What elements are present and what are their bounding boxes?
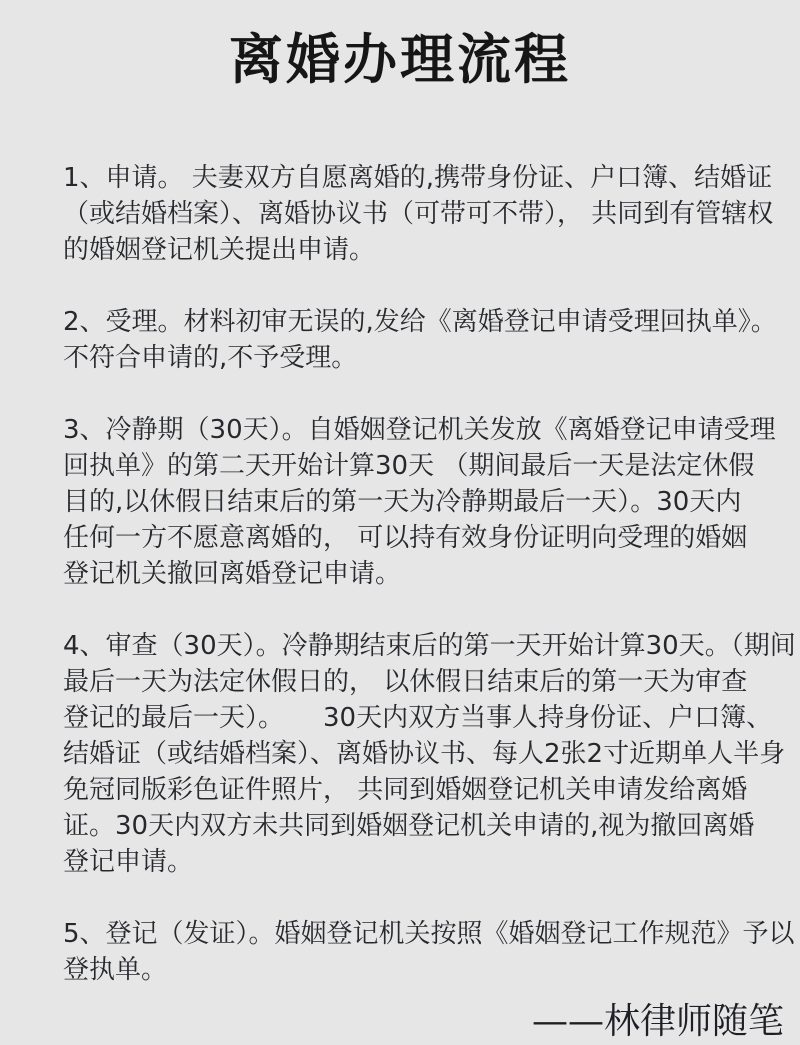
text-line: 2、受理。材料初审无误的,发给《离婚登记申请受理回执单》。: [63, 307, 777, 337]
paragraph: [63, 160, 774, 268]
text-line: 登执单。: [63, 955, 168, 985]
paragraph: [63, 628, 796, 880]
signature: ——林律师随笔: [531, 1001, 784, 1042]
text-line: 回执单》的第二天开始计算30天 （期间最后一天是法定休假: [63, 451, 755, 481]
text-line: 1、申请。 夫妻双方自愿离婚的,携带身份证、户口簿、结婚证: [63, 163, 773, 193]
text-line: 不符合申请的,不予受理。: [63, 343, 358, 373]
document-body: [63, 160, 796, 988]
text-line: 最后一天为法定休假日的， 以休假日结束后的第一天为审查: [63, 667, 748, 697]
page-title: 离婚办理流程: [229, 27, 571, 91]
paragraph: [63, 304, 777, 376]
text-line: （或结婚档案）、离婚协议书（可带可不带）， 共同到有管辖权: [63, 199, 774, 229]
paragraph: [63, 916, 795, 988]
text-line: 证。30天内双方未共同到婚姻登记机关申请的,视为撤回离婚: [63, 811, 755, 841]
text-line: 5、登记（发证）。婚姻登记机关按照《婚姻登记工作规范》予以: [63, 919, 795, 949]
text-line: 登记机关撤回离婚登记申请。: [63, 559, 402, 589]
text-line: 登记申请。: [63, 847, 194, 877]
text-line: 免冠同版彩色证件照片， 共同到婚姻登记机关申请发给离婚: [63, 775, 748, 805]
text-line: 4、审查（30天）。冷静期结束后的第一天开始计算30天。（期间: [63, 631, 796, 661]
text-line: 结婚证（或结婚档案）、离婚协议书、每人2张2寸近期单人半身: [63, 739, 786, 769]
paragraph: [63, 412, 776, 592]
text-line: 的婚姻登记机关提出申请。: [63, 235, 376, 265]
text-line: 任何一方不愿意离婚的， 可以持有效身份证明向受理的婚姻: [63, 523, 748, 553]
text-line: 3、冷静期（30天）。自婚姻登记机关发放《离婚登记申请受理: [63, 415, 776, 445]
text-line: 登记的最后一天）。 30天内双方当事人持身份证、户口簿、: [63, 703, 773, 733]
text-line: 目的,以休假日结束后的第一天为冷静期最后一天）。30天内: [63, 487, 742, 517]
